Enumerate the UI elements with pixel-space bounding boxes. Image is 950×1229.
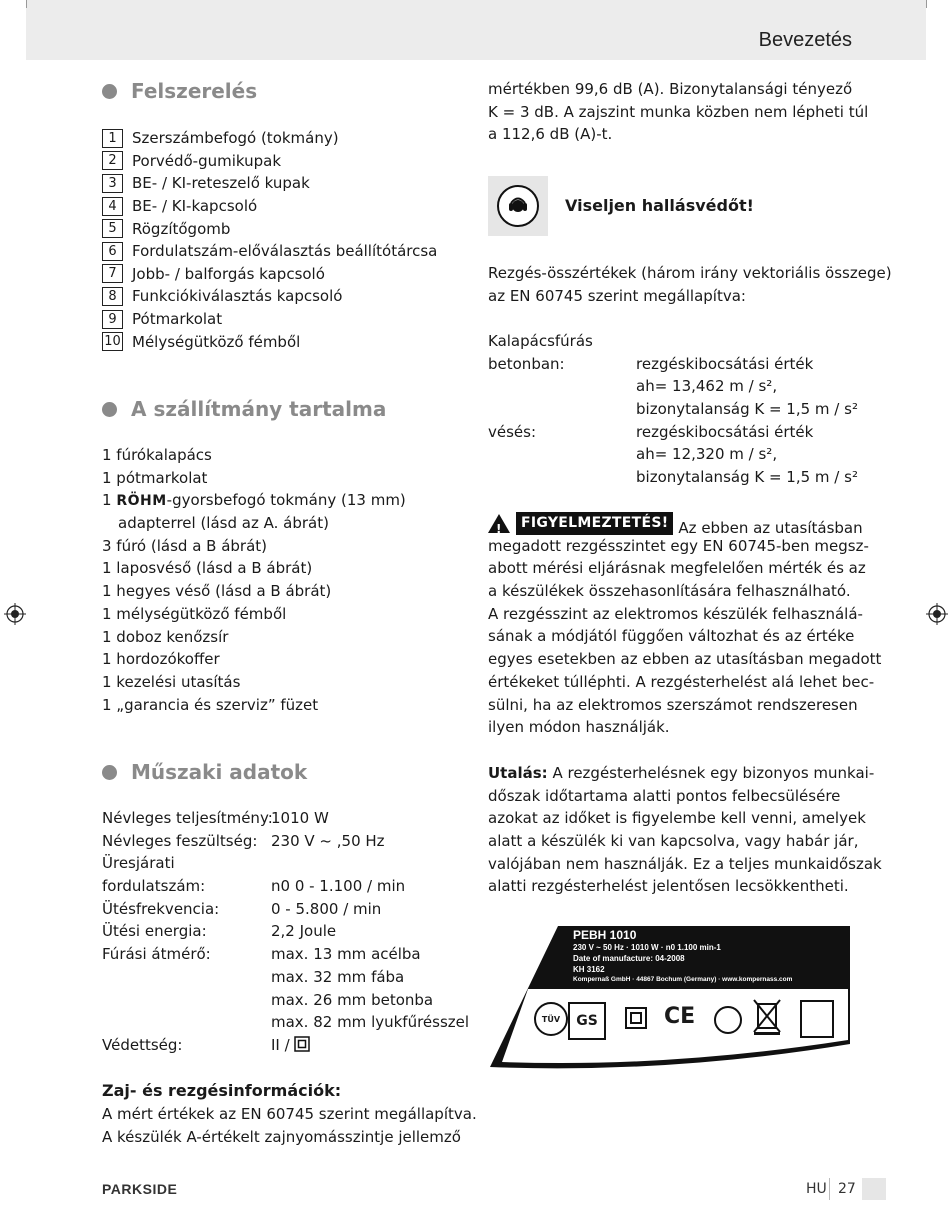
table-row: Ütésfrekvencia: 0 - 5.800 / min	[102, 899, 382, 918]
paragraph-line: sának a módjától függően változhat és az értéke	[488, 627, 855, 646]
ear-protection-notice: Viseljen hallásvédőt!	[565, 196, 754, 215]
crop-mark	[926, 0, 927, 8]
section-heading-specs: Műszaki adatok	[102, 760, 307, 784]
list-item: 5 Rögzítőgomb	[102, 217, 437, 240]
list-item: 7 Jobb- / balforgás kapcsoló	[102, 263, 437, 286]
vibration-heading: Kalapácsfúrás	[488, 332, 593, 350]
parts-list	[102, 127, 437, 353]
table-row: Névleges teljesítmény: 1010 W	[102, 809, 329, 827]
ear-protection-pictogram	[488, 176, 548, 236]
list-item: 1 fúrókalapács	[102, 446, 212, 464]
list-item: 1 hegyes véső (lásd a B ábrát)	[102, 582, 332, 601]
table-row: fordulatszám: n0 0 - 1.100 / min	[102, 877, 406, 896]
table-row: max. 32 mm fába	[271, 967, 405, 986]
rating-plate	[488, 924, 856, 1074]
registration-mark-icon	[926, 603, 948, 625]
page-tab	[862, 1178, 886, 1200]
list-item: 9 Pótmarkolat	[102, 308, 437, 331]
noise-continuation	[488, 78, 868, 146]
plate-line: 230 V ~ 50 Hz · 1010 W · n0 1.100 min-1	[573, 943, 721, 952]
list-item: 1 „garancia és szerviz” füzet	[102, 695, 319, 714]
warning-icon	[488, 514, 510, 533]
list-item: 6 Fordulatszám-előválasztás beállítótárcsa	[102, 240, 437, 263]
note-block: Utalás: A rezgésterhelésnek egy bizonyos munkai- dőszak időtartama alatti pontos felbecsülésére azokat az időket is figyelembe kell venni, amelyek alatt a készülék ki van kapcsolva, vagy habár jár, valójában nem használják. Ez a teljes munkaidőszak alatti rezgésterhelést jelentősen lecsökkentheti.	[488, 762, 858, 898]
protection-class-ii-icon	[294, 1036, 310, 1052]
paragraph-line: a 112,6 dB (A)-t.	[488, 125, 613, 144]
table-row: Névleges feszültség: 230 V ~ ,50 Hz	[102, 831, 385, 850]
table-row: Üresjárati	[102, 854, 175, 873]
vibration-intro	[488, 262, 892, 307]
registration-mark-icon	[4, 603, 26, 625]
weee-bin-icon	[750, 996, 784, 1036]
warning-block: ! FIGYELMEZTETÉS! Az ebben az utasításban megadott rezgésszintet egy EN 60745-ben megsz- abott mérési eljárásnak megfelelően mérték és az a készülékek összehasonlítására felhasználható. A rezgésszint az elektromos készülék felhasználá- sának a módjától függően változhat és az értéke egyes esetekben az ebben az utasításban megadott értékeket túlléphti. A rezgésterhelést alá lehet bec- sülni, ha az elektromos szerszámot rendszeresen ilyen módon használják.	[488, 512, 858, 739]
list-item: 8 Funkciókiválasztás kapcsoló	[102, 285, 437, 308]
list-item: 1 laposvéső (lásd a B ábrát)	[102, 559, 313, 578]
warning-label: FIGYELMEZTETÉS!	[516, 512, 673, 535]
paragraph-line: egyes esetekben az ebben az utasításban megadott	[488, 650, 882, 669]
list-item: 1 mélységütköző fémből	[102, 604, 287, 623]
paragraph-line: alatti rezgésterhelést jelentősen lecsökkentheti.	[488, 877, 849, 896]
protection-class-ii-icon	[624, 1006, 648, 1030]
page-number: 27	[838, 1181, 856, 1197]
list-item: adapterrel (lásd az A. ábrát)	[118, 514, 329, 533]
list-item: 3 fúró (lásd a B ábrát)	[102, 536, 268, 555]
table-row: Fúrási átmérő: max. 13 mm acélba	[102, 945, 421, 964]
paragraph-line: A rezgésszint az elektromos készülék felhasználá-	[488, 604, 863, 623]
list-item: 3 BE- / KI-reteszelő kupak	[102, 172, 437, 195]
paragraph-line: az EN 60745 szerint megállapítva:	[488, 286, 746, 305]
table-row: Védettség: II /	[102, 1034, 469, 1057]
bullet-dot	[102, 402, 117, 417]
table-row: bizonytalanság K = 1,5 m / s²	[636, 468, 858, 487]
table-row: betonban: rezgéskibocsátási érték	[488, 354, 814, 373]
bullet-dot	[102, 765, 117, 780]
paragraph-line: értékeket túlléphti. A rezgésterhelést alá lehet bec-	[488, 672, 875, 691]
ear-protection-icon	[497, 185, 539, 227]
table-row: vésés: rezgéskibocsátási érték	[488, 422, 814, 441]
scope-list	[102, 444, 406, 716]
ce-mark-icon: CE	[664, 1004, 696, 1029]
paragraph-line: dőszak időtartama alatti pontos felbecsülésére	[488, 786, 841, 805]
vibration-values	[488, 330, 858, 489]
list-item: 1 RÖHM-gyorsbefogó tokmány (13 mm)	[102, 489, 406, 512]
paragraph-line: azokat az időket is figyelembe kell venni, amelyek	[488, 809, 866, 828]
paragraph-line: alatt a készülék ki van kapcsolva, vagy habár jár,	[488, 832, 859, 851]
paragraph-line: megadott rezgésszintet egy EN 60745-ben megsz-	[488, 536, 869, 555]
paragraph-line: K = 3 dB. A zajszint munka közben nem lépheti túl	[488, 102, 869, 121]
paragraph-line: Rezgés-összértékek (három irány vektoriális összege)	[488, 264, 892, 282]
paragraph-line: A készülék A-értékelt zajnyomásszintje jellemző	[102, 1127, 461, 1146]
plate-line: Date of manufacture: 04-2008	[573, 954, 685, 963]
list-item: 4 BE- / KI-kapcsoló	[102, 195, 437, 218]
plate-model: PEBH 1010	[573, 928, 637, 942]
noise-heading: Zaj- és rezgésinformációk:	[102, 1081, 342, 1100]
rohm-logo: RÖHM	[116, 493, 167, 510]
section-heading-equipment: Felszerelés	[102, 79, 257, 103]
table-row: max. 82 mm lyukfűrésszel	[271, 1013, 470, 1032]
paragraph-line: a készülékek összehasonlítására felhasználható.	[488, 582, 851, 601]
plate-line: KH 3162	[573, 965, 605, 974]
paragraph-line: ilyen módon használják.	[488, 718, 670, 737]
paragraph-line: A mért értékek az EN 60745 szerint megállapítva.	[102, 1105, 477, 1123]
divider	[829, 1178, 830, 1200]
paragraph-line: mértékben 99,6 dB (A). Bizonytalansági tényező	[488, 80, 853, 98]
list-item: 10 Mélységütköző fémből	[102, 330, 437, 353]
plate-line: Kompernaß GmbH · 44867 Bochum (Germany) · www.kompernass.com	[573, 976, 793, 983]
gs-mark-icon: GS	[568, 1002, 606, 1040]
list-item: 1 doboz kenőzsír	[102, 627, 229, 646]
list-item: 1 pótmarkolat	[102, 468, 208, 487]
brand-logo: PARKSIDE	[102, 1181, 178, 1197]
paragraph-line: valójában nem használják. Ez a teljes munkaidőszak	[488, 854, 882, 873]
language-code: HU	[806, 1181, 827, 1197]
table-row: Ütési energia: 2,2 Joule	[102, 922, 337, 941]
recycling-icon	[714, 1006, 742, 1034]
list-item: 1 hordozókoffer	[102, 650, 220, 669]
paragraph-line: sülni, ha az elektromos szerszámot rendszeresen	[488, 695, 858, 714]
crop-mark	[26, 0, 27, 8]
manufacturer-logo-icon	[800, 1000, 834, 1038]
page-title: Bevezetés	[758, 29, 852, 51]
bullet-dot	[102, 84, 117, 99]
list-item: 1 Szerszámbefogó (tokmány)	[102, 127, 437, 150]
table-row: bizonytalanság K = 1,5 m / s²	[636, 400, 858, 419]
noise-info	[102, 1079, 477, 1148]
note-label: Utalás:	[488, 764, 548, 782]
table-row: max. 26 mm betonba	[271, 990, 434, 1009]
table-row: ah= 12,320 m / s²,	[636, 445, 778, 464]
list-item: 2 Porvédő-gumikupak	[102, 150, 437, 173]
table-row: ah= 13,462 m / s²,	[636, 377, 778, 396]
specs-table	[102, 807, 469, 1057]
paragraph-line: abott mérési eljárásnak megfelelően mérték és az	[488, 559, 866, 578]
tuv-mark-icon: TÜV	[534, 1002, 568, 1036]
section-heading-scope: A szállítmány tartalma	[102, 397, 386, 421]
list-item: 1 kezelési utasítás	[102, 672, 241, 691]
